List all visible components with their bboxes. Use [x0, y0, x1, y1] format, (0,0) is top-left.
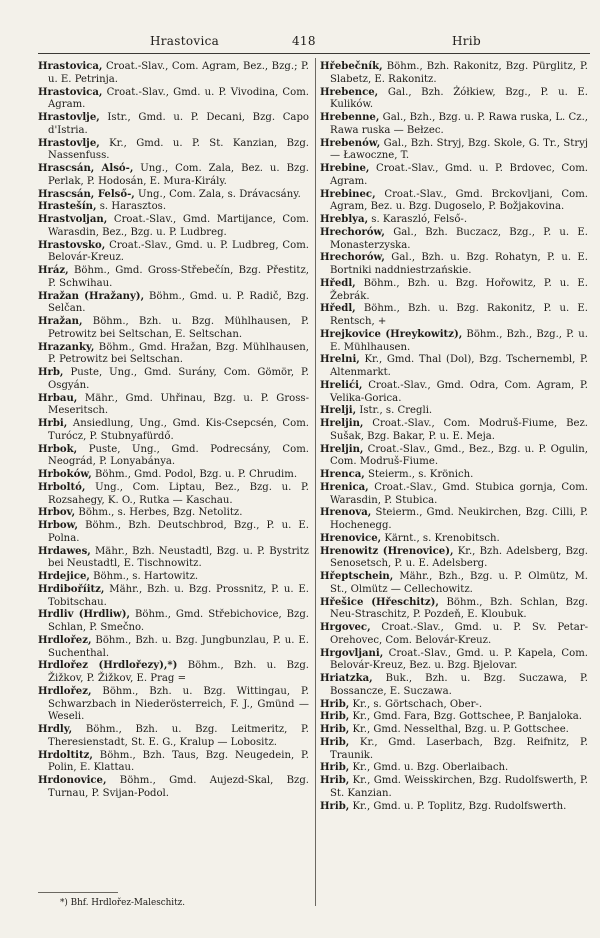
- entry-headword: Hrastešín,: [38, 201, 97, 213]
- entry-headword: Hrdliv (Hrdliw),: [38, 609, 131, 621]
- left-column: [38, 61, 309, 801]
- gazetteer-entry: [38, 584, 309, 610]
- entry-text: Böhm., Bzh. u. Bzg. Leitmeritz, P. Theresienstadt, St. E. G., Kralup — Lobositz.: [48, 724, 309, 748]
- gazetteer-entry: [38, 367, 309, 393]
- entry-headword: Hreljin,: [320, 418, 364, 429]
- entry-headword: Hriatzka,: [320, 673, 373, 684]
- entry-headword: Hrebenne,: [320, 112, 380, 123]
- entry-text: Böhm., s. Hartowitz.: [89, 571, 199, 582]
- gazetteer-entry: [320, 622, 588, 648]
- entry-text: Kärnt., s. Krenobitsch.: [381, 532, 500, 544]
- gazetteer-entry: [38, 138, 309, 164]
- entry-text: Böhm., Gmd. Hražan, Bzg. Mühlhausen, P. Petrowitz bei Seltschan.: [48, 341, 309, 366]
- gazetteer-entry: [320, 380, 588, 406]
- gazetteer-entry: [38, 482, 309, 508]
- gazetteer-entry: [38, 240, 309, 266]
- gazetteer-entry: [320, 214, 588, 227]
- gazetteer-entry: [38, 87, 309, 113]
- entry-text: Puste, Ung., Gmd. Surány, Com. Gömör, P. Osgyán.: [48, 367, 309, 391]
- entry-text: Böhm., Bzh. u. Bzg. Rakonitz, P. u. E. Rentsch, +: [330, 303, 588, 327]
- gazetteer-entry: [38, 609, 309, 635]
- entry-headword: Hrib,: [320, 736, 350, 748]
- entry-headword: Hražan (Hražany),: [38, 290, 145, 302]
- column-divider: [315, 58, 316, 906]
- entry-text: Ansiedlung, Ung., Gmd. Kis-Csepcsén, Com. Turócz, P. Stubnyafürdő.: [48, 418, 309, 442]
- entry-text: Ung., Com. Zala, Bez. u. Bzg. Perlak, P. Hodosán, E. Mura-Király.: [48, 163, 309, 187]
- entry-text: Mähr., Bzh., Bzg. u. P. Olmütz, M. St., Olmütz — Cellechowitz.: [330, 571, 588, 595]
- gazetteer-entry: [320, 138, 588, 164]
- entry-text: Mähr., Bzh. Neustadtl, Bzg. u. P. Bystritz bei Neustadtl, E. Tischnowitz.: [48, 545, 309, 570]
- entry-headword: Hrebenów,: [320, 137, 381, 149]
- gazetteer-entry: [320, 737, 588, 763]
- gazetteer-entry: [38, 660, 309, 686]
- gazetteer-entry: [320, 278, 588, 304]
- entry-text: Kr., Gmd. Weisskirchen, Bzg. Rudolfswerth, P. St. Kanzian.: [330, 775, 588, 799]
- gazetteer-entry: [320, 61, 588, 87]
- entry-headword: Hrechorów,: [320, 226, 385, 238]
- gazetteer-entry: [320, 163, 588, 189]
- entry-headword: Hrbov,: [38, 507, 76, 519]
- entry-text: Böhm., Bzh. u. Bzg. Žižkov, P. Žižkov, E. Prag =: [48, 660, 309, 684]
- entry-text: Böhm., Gmd. Gross-Střebečín, Bzg. Přestitz, P. Schwihau.: [48, 265, 309, 289]
- entry-headword: Hrastovica,: [38, 61, 103, 72]
- entry-headword: Hrib,: [320, 800, 350, 812]
- gazetteer-entry: [320, 648, 588, 674]
- gazetteer-entry: [320, 444, 588, 470]
- gazetteer-entry: [320, 252, 588, 278]
- footnote: *) Bhf. Hrdlořez-Maleschitz.: [60, 898, 186, 908]
- entry-headword: Hrbok,: [38, 443, 78, 455]
- entry-headword: Hrastovsko,: [38, 239, 106, 251]
- entry-text: Croat.-Slav., Gmd. u. P. Ludbreg, Com. Belovár-Kreuz.: [48, 239, 309, 264]
- entry-headword: Hrenca,: [320, 469, 365, 480]
- gazetteer-entry: [38, 291, 309, 317]
- entry-text: Steierm., Gmd. Neukirchen, Bzg. Cilli, P. Hochenegg.: [330, 507, 588, 531]
- entry-headword: Hřebečník,: [320, 61, 383, 72]
- gazetteer-entry: [320, 711, 588, 724]
- entry-text: Gal., Bzh. Buczacz, Bzg., P. u. E. Monasterzyska.: [330, 226, 588, 251]
- entry-headword: Hřešice (Hřeschitz),: [320, 596, 439, 608]
- gazetteer-entry: [38, 189, 309, 202]
- gazetteer-entry: [320, 227, 588, 253]
- entry-text: Mähr., Gmd. Uhřinau, Bzg. u. P. Gross-Meseritsch.: [48, 392, 309, 417]
- gazetteer-entry: [38, 546, 309, 572]
- entry-text: Kr., Gmd. Laserbach, Bzg. Reifnitz, P. Traunik.: [330, 736, 588, 761]
- gazetteer-entry: [38, 112, 309, 138]
- entry-headword: Hrelići,: [320, 379, 363, 391]
- gazetteer-entry: [320, 354, 588, 380]
- gazetteer-entry: [38, 775, 309, 801]
- entry-headword: Hrboltó,: [38, 481, 86, 493]
- entry-headword: Hrboków,: [38, 469, 92, 480]
- gazetteer-entry: [38, 418, 309, 444]
- gazetteer-entry: [38, 571, 309, 584]
- entry-text: Böhm., Bzh. u. Bzg. Wittingau, P. Schwarzbach in Niederösterreich, F. J., Gmünd — Weseli.: [48, 685, 309, 723]
- entry-text: Böhm., Bzh. Schlan, Bzg. Neu-Straschitz, P. Pozdeň, E. Kloubuk.: [330, 596, 588, 621]
- gazetteer-entry: [320, 507, 588, 533]
- entry-text: Böhm., Gmd. u. P. Radič, Bzg. Selčan.: [48, 290, 309, 315]
- entry-text: Böhm., Bzh. u. Bzg. Mühlhausen, P. Petrowitz bei Seltschan, E. Seltschan.: [48, 316, 309, 340]
- gazetteer-entry: [320, 597, 588, 623]
- entry-text: Kr., Bzh. Adelsberg, Bzg. Senosetsch, P. u. E. Adelsberg.: [330, 545, 588, 570]
- running-head-right: Hrib: [452, 34, 481, 48]
- gazetteer-entry: [38, 444, 309, 470]
- entry-headword: Hrbow,: [38, 520, 79, 531]
- entry-headword: Hrascsán, Alsó-,: [38, 163, 134, 174]
- gazetteer-entry: [320, 801, 588, 814]
- gazetteer-entry: [320, 303, 588, 329]
- gazetteer-entry: [320, 775, 588, 801]
- entry-headword: Hředl,: [320, 277, 356, 289]
- entry-headword: Hrdawes,: [38, 545, 91, 557]
- entry-headword: Hreljin,: [320, 443, 364, 455]
- entry-text: Böhm., s. Herbes, Bzg. Netolitz.: [75, 507, 243, 519]
- entry-headword: Hředl,: [320, 303, 356, 315]
- entry-text: Ung., Com. Liptau, Bez., Bzg. u. P. Rozsahegy, K. O., Rutka — Kaschau.: [48, 481, 309, 506]
- gazetteer-entry: [320, 329, 588, 355]
- entry-headword: Hrejkovice (Hreykowitz),: [320, 328, 463, 340]
- entry-headword: Hrdonovice,: [38, 775, 107, 786]
- entry-headword: Hrastovica,: [38, 86, 103, 98]
- gazetteer-entry: [38, 214, 309, 240]
- entry-text: Böhm., Gmd. Podol, Bzg. u. P. Chrudim.: [91, 469, 298, 480]
- entry-text: s. Karaszló, Felső-.: [368, 214, 468, 225]
- gazetteer-entry: [38, 507, 309, 520]
- entry-text: Ung., Com. Zala, s. Drávacsány.: [134, 188, 301, 200]
- gazetteer-entry: [38, 724, 309, 750]
- gazetteer-entry: [320, 189, 588, 215]
- gazetteer-entry: [38, 469, 309, 482]
- entry-headword: Hrazanky,: [38, 341, 95, 353]
- gazetteer-entry: [38, 635, 309, 661]
- entry-headword: Hrdoltitz,: [38, 749, 93, 761]
- entry-headword: Hrbau,: [38, 392, 78, 404]
- gazetteer-entry: [320, 571, 588, 597]
- entry-text: Steierm., s. Krönich.: [364, 469, 474, 480]
- gazetteer-entry: [320, 546, 588, 572]
- gazetteer-entry: [320, 405, 588, 418]
- entry-text: Croat.-Slav., Gmd. u. P. Brdovec, Com. Agram.: [330, 163, 588, 187]
- gazetteer-entry: [38, 686, 309, 724]
- gazetteer-entry: [38, 61, 309, 87]
- entry-headword: Hrbi,: [38, 418, 68, 429]
- entry-headword: Hrib,: [320, 762, 350, 774]
- gazetteer-entry: [320, 87, 588, 113]
- running-head-left: Hrastovica: [150, 34, 220, 48]
- entry-headword: Hrastvoljan,: [38, 214, 108, 225]
- entry-headword: Hrastovlje,: [38, 112, 100, 123]
- entry-text: Kr., Gmd. u. P. Toplitz, Bzg. Rudolfswerth.: [349, 800, 567, 812]
- entry-text: Kr., Gmd. u. P. St. Kanzian, Bzg. Nassenfuss.: [48, 137, 309, 162]
- gazetteer-entry: [38, 750, 309, 776]
- entry-text: Puste, Ung., Gmd. Podrecsány, Com. Neográd, P. Lonyabánya.: [48, 443, 309, 468]
- entry-text: Böhm., Bzh. Taus, Bzg. Neugedein, P. Polin, E. Klattau.: [48, 749, 309, 774]
- entry-headword: Hrdiboříitz,: [38, 583, 105, 595]
- gazetteer-entry: [320, 469, 588, 482]
- gazetteer-entry: [320, 673, 588, 699]
- entry-text: Croat.-Slav., Gmd. u. P. Vivodina, Com. Agram.: [48, 86, 309, 111]
- entry-text: Böhm., Bzh. Deutschbrod, Bzg., P. u. E. Polna.: [48, 520, 309, 544]
- entry-headword: Hražan,: [38, 316, 83, 327]
- entry-headword: Hrib,: [320, 724, 350, 735]
- gazetteer-entry: [320, 112, 588, 138]
- entry-text: Croat.-Slav., Gmd. Odra, Com. Agram, P. Velika-Gorica.: [330, 379, 588, 404]
- entry-text: Böhm., Gmd. Aujezd-Skal, Bzg. Turnau, P. Svijan-Podol.: [48, 775, 309, 799]
- entry-text: Mähr., Bzh. u. Bzg. Prossnitz, P. u. E. Tobitschau.: [48, 583, 309, 608]
- gazetteer-entry: [320, 418, 588, 444]
- entry-headword: Hrdlořez (Hrdlořezy),*): [38, 660, 178, 672]
- entry-headword: Hrgovljani,: [320, 647, 384, 659]
- entry-text: Istr., s. Cregli.: [356, 405, 433, 417]
- entry-headword: Hráz,: [38, 265, 69, 276]
- right-column: [320, 61, 588, 813]
- entry-headword: Hrgovec,: [320, 622, 371, 633]
- gazetteer-entry: [38, 163, 309, 189]
- entry-text: s. Harasztos.: [96, 201, 167, 213]
- entry-text: Croat.-Slav., Gmd., Bez., Bzg. u. P. Ogulin, Com. Modruš-Fiume.: [330, 443, 588, 468]
- gazetteer-entry: [38, 265, 309, 291]
- entry-text: Gal., Bzh. u. Bzg. Rohatyn, P. u. E. Bortniki naddniestrzańskie.: [330, 252, 588, 276]
- entry-text: Croat.-Slav., Gmd. Stubica gornja, Com. Warasdin, P. Stubica.: [330, 481, 588, 506]
- header-rule: [38, 53, 590, 54]
- entry-text: Buk., Bzh. u. Bzg. Suczawa, P. Bossancze, E. Suczawa.: [330, 673, 588, 697]
- gazetteer-entry: [320, 533, 588, 546]
- entry-text: Böhm., Bzh., Bzg., P. u. E. Mühlhausen.: [330, 328, 588, 353]
- gazetteer-entry: [320, 762, 588, 775]
- entry-text: Gal., Bzh., Bzg. u. P. Rawa ruska, L. Cz., Rawa ruska — Bełzec.: [330, 112, 588, 136]
- entry-text: Croat.-Slav., Gmd. Brckovljani, Com. Agram, Bez. u. Bzg. Dugoselo, P. Božjakovina.: [330, 188, 588, 213]
- page-number: 418: [292, 34, 316, 48]
- gazetteer-entry: [38, 393, 309, 419]
- entry-headword: Hrechorów,: [320, 252, 385, 264]
- entry-headword: Hrdlořez,: [38, 634, 92, 646]
- entry-text: Böhm., Bzh. u. Bzg. Hořowitz, P. u. E. Žebrák.: [330, 277, 588, 302]
- entry-headword: Hrenovice,: [320, 532, 382, 544]
- entry-headword: Hrdejice,: [38, 571, 90, 582]
- entry-headword: Hrenova,: [320, 507, 372, 519]
- entry-headword: Hrelni,: [320, 354, 360, 366]
- gazetteer-entry: [320, 724, 588, 737]
- entry-text: Böhm., Gmd. Střebichovice, Bzg. Schlan, P. Smečno.: [48, 609, 310, 633]
- footnote-rule: [38, 892, 118, 893]
- entry-text: Gal., Bzh. Stryj, Bzg. Skole, G. Tr., Stryj — Ławoczne, T.: [330, 137, 588, 162]
- entry-text: Kr., Gmd. Fara, Bzg. Gottschee, P. Banjaloka.: [349, 711, 582, 723]
- entry-text: Croat.-Slav., Gmd. u. P. Sv. Petar-Orehovec, Com. Belovár-Kreuz.: [330, 622, 588, 646]
- entry-headword: Hrebence,: [320, 86, 379, 98]
- gazetteer-entry: [320, 482, 588, 508]
- entry-headword: Hrascsán, Felső-,: [38, 188, 135, 200]
- entry-headword: Hrastovlje,: [38, 137, 100, 149]
- entry-headword: Hřeptschein,: [320, 571, 394, 582]
- entry-text: Kr., s. Görtschach, Ober-.: [349, 698, 483, 710]
- entry-text: Croat.-Slav., Gmd. u. P. Kapela, Com. Belovár-Kreuz, Bez. u. Bzg. Bjelovar.: [330, 647, 588, 672]
- gazetteer-entry: [38, 520, 309, 546]
- entry-text: Gal., Bzh. Żółkiew, Bzg., P. u. E. Kulików.: [330, 86, 588, 111]
- gazetteer-entry: [320, 699, 588, 712]
- entry-headword: Hrib,: [320, 698, 350, 710]
- entry-text: Croat.-Slav., Gmd. Martijance, Com. Warasdin, Bez., Bzg. u. P. Ludbreg.: [48, 214, 309, 238]
- entry-text: Kr., Gmd. u. Bzg. Oberlaibach.: [349, 762, 509, 774]
- gazetteer-entry: [38, 316, 309, 342]
- entry-headword: Hrebinec,: [320, 188, 376, 200]
- entry-headword: Hrebine,: [320, 163, 370, 174]
- entry-text: Croat.-Slav., Com. Modruš-Fiume, Bez. Sušak, Bzg. Bakar, P. u. E. Meja.: [330, 418, 588, 442]
- entry-text: Croat.-Slav., Com. Agram, Bez., Bzg.; P. u. E. Petrinja.: [48, 61, 309, 85]
- entry-headword: Hrib,: [320, 711, 350, 723]
- entry-headword: Hrdly,: [38, 724, 73, 735]
- entry-headword: Hrdlořez,: [38, 685, 92, 697]
- entry-headword: Hrelji,: [320, 405, 357, 417]
- entry-headword: Hreblya,: [320, 214, 369, 225]
- gazetteer-entry: [38, 342, 309, 368]
- entry-text: Istr., Gmd. u. P. Decani, Bzg. Capo d'Istria.: [48, 112, 309, 136]
- entry-headword: Hrib,: [320, 775, 350, 786]
- entry-headword: Hrb,: [38, 367, 64, 378]
- entry-text: Böhm., Bzh. u. Bzg. Jungbunzlau, P. u. E. Suchenthal.: [48, 634, 309, 659]
- gazetteer-entry: [38, 201, 309, 214]
- entry-headword: Hrenowitz (Hrenovice),: [320, 545, 454, 557]
- entry-headword: Hrenica,: [320, 481, 369, 493]
- entry-text: Kr., Gmd. Thal (Dol), Bzg. Tschernembl, P. Altenmarkt.: [330, 354, 588, 378]
- entry-text: Böhm., Bzh. Rakonitz, Bzg. Pürglitz, P. Slabetz, E. Rakonitz.: [330, 61, 588, 85]
- entry-text: Kr., Gmd. Nesselthal, Bzg. u. P. Gottschee.: [349, 724, 569, 735]
